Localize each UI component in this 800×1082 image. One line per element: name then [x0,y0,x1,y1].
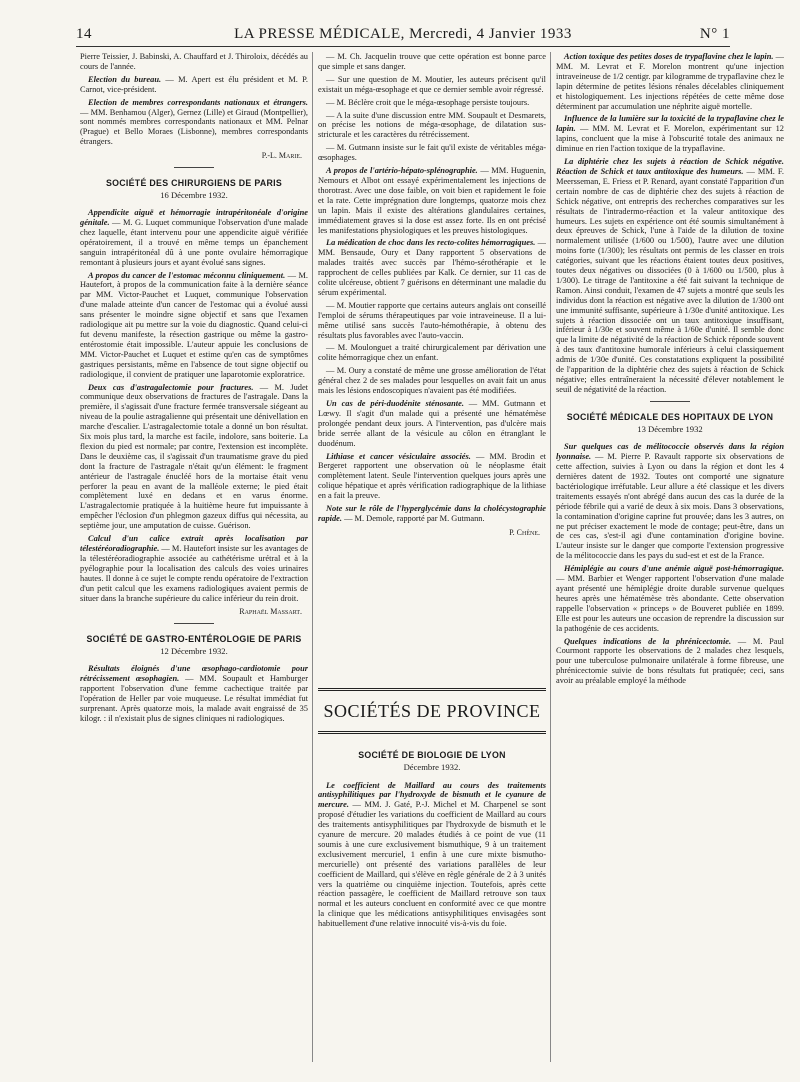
running-header [76,26,730,48]
paragraph: Résultats éloignés d'une œsophago-cardiotomie pour rétrécissement œsophagien. — MM. Soupault et Hamburger rapportent l'observation d'une femme cachectique traitée par l'opération de Heller par voie muqueuse. Le résultat immédiat fut surprenant. Après quatorze mois, la malade avait engraissé de 35 kilogr. : il n'existait plus de signes cliniques ni radiologiques. [80,664,308,723]
signature: P.-L. Marie. [261,151,302,161]
provinces-banner [318,688,546,734]
column-divider [312,52,313,1062]
issue-number: N° 1 [699,26,730,42]
paragraph: A propos du cancer de l'estomac méconnu cliniquement. — M. Hautefort, à propos de la communication faite à la dernière séance par MM. Victor-Pauchet et Luquet, communique l'observation d'une malade atteinte d'un cancer de l'estomac qui a évolué aussi sans présenter le moindre signe objectif et sans que l'examen radiologique ait pu mettre sur la voie du diagnostic. Quand celui-ci fut devenu manifeste, la résection gastrique ou même la gastro-entérostomie était impossible. L'auteur appuie les conclusions de MM. Victor-Pauchet et Luquet et estime qu'en cas de symptômes gastriques persistants, même en l'absence de tout signe objectif ou radiologique, il convient de pratiquer une laparotomie exploratrice. [80,270,308,379]
paragraph: — M. Gutmann insiste sur le fait qu'il existe de véritables méga-œsophages. [318,143,546,163]
section-date: 16 Décembre 1932. [160,189,228,200]
paragraph: Influence de la lumière sur la toxicité de la trypaflavine chez le lapin. — MM. M. Levrat et F. Morelon, expérimentant sur 12 lapins, concluent que la mise à l'obscurité totale des animaux ne diminue en rien l'action toxique de la trypaflavine. [556,114,784,154]
section-heading: SOCIÉTÉ DES CHIRURGIENS DE PARIS [105,177,283,188]
paragraph: La diphtérie chez les sujets à réaction de Schick négative. Réaction de Schick et taux antitoxique des humeurs. — MM. F. Meersseman, E. Friess et P. Renard, ayant constaté l'apparition d'un certain nombre de cas de diphtérie chez des sujets à réaction de Schick négative, ont entrepris des recherches comparatives sur les résultats de l'intradermo-réaction et la valeur antitoxique des humeurs. Les sujets en expérience ont été soumis simultanément à deux épreuves de Schick, l'une à l'aide de la dilution de toxine normalement utilisée (1/600 ou 1/500), l'autre avec une dilution moins forte (1/300); les résultats ont permis de les classer en trois catégories, suivant que les réactions étaient toutes deux positives, toutes deux négatives ou dissociées (0 à 1/600 ou 1/500, plus à 1/300). Le titrage de l'antitoxine a été fait suivant la technique de Ramon. Ainsi conduit, l'examen de 47 sujets a montré que seuls les individus dont la réaction est négative avec la dilution de 1/300 ont une immunité suffisante, supérieure à 1/30e d'unité antitoxique. Les sujets à réaction dissociée ont un taux antitoxique insuffisant, inférieur à 1/30e et souvent même à 1/60e d'unité. Il semble donc que la limite de négativité de la réaction de Schick réponde souvent à des taux d'antitoxine humorale inférieurs à celui classiquement admis de 1/30e d'unité. Ces constatations expliquent la possibilité de l'apparition de la diphtérie chez des sujets à réaction de Schick négative; elles entraîneraient la nécessité d'élever notablement le seuil de négativité de la réaction. [556,157,784,394]
section-heading: SOCIÉTÉ MÉDICALE DES HOPITAUX DE LYON [566,411,774,422]
paragraph: Pierre Teissier, J. Babinski, A. Chauffard et J. Thiroloix, décédés au cours de l'année. [80,52,308,71]
paragraph: La médication de choc dans les recto-colites hémorragiques. — MM. Bensaude, Oury et Dany rapportent 5 observations de malades traités avec succès par l'hémo-sérothérapie et le rapprochent de celles publiées par Kalk. Ce dernier, sur 11 cas de colite ulcéreuse, obtient 7 guérisons en déterminant une maladie du sérum expérimental. [318,238,546,297]
paragraph: Election de membres correspondants nationaux et étrangers. — MM. Benhamou (Alger), Gernez (Lille) et Giraud (Montpellier), sont nommés membres correspondants nationaux et MM. Pelnar (Prague) et Bello Moraes (Lisbonne), membres correspondants étrangers. [80,97,308,147]
section-date: 12 Décembre 1932. [160,646,228,657]
column-2 [318,52,546,692]
paragraph: — M. Moulonguet a traité chirurgicalement par dérivation une colite hémorragique chez un enfant. [318,343,546,363]
column-divider [550,52,551,1062]
paragraph: A propos de l'artério-hépato-splénographie. — MM. Huguenin, Nemours et Albot ont essayé expérimentalement les injections de thorotrast. Avec une dose faible, on voit bien et rapidement le foie et la rate. Cette imprégnation dure longtemps, quatorze mois chez un lapin. Mais il existe des altérations glandulaires certaines, immédiatement graves si la dose est assez forte. Ils en ont précisé les manifestations physiologiques et les preuves histologiques. [318,166,546,235]
section-heading: SOCIÉTÉ DE GASTRO-ENTÉROLOGIE DE PARIS [86,633,302,644]
paragraph: — Sur une question de M. Moutier, les auteurs précisent qu'il existait un méga-œsophage et que ce dernier semble avoir régressé. [318,74,546,94]
separator [174,623,214,624]
column-3 [556,52,784,1072]
journal-title: LA PRESSE MÉDICALE, Mercredi, 4 Janvier 1933 [234,26,572,42]
separator [174,167,214,168]
paragraph: — M. Ch. Jacquelin trouve que cette opération est bonne parce que simple et sans danger. [318,52,546,71]
paragraph: — M. Oury a constaté de même une grosse amélioration de l'état général chez 2 de ses malades pour lesquelles on avait fait un anus mais les lésions endoscopiques n'avaient pas été modifiées. [318,366,546,396]
header-rule [76,46,730,47]
signature: P. Chêne. [509,527,540,537]
paragraph: Calcul d'un calice extrait après localisation par télestéréoradiographie. — M. Hautefort insiste sur les avantages de la télestéréoradiographie associée au cathétérisme urétral et à la pyélographie pour la localisation des calculs des voies urinaires hautes. Il donne à ce sujet le compte rendu opératoire de l'extraction d'un petit calcul que les examens radiologiques avaient permis de situer dans la branche supérieure du calice inférieur du rein droit. [80,534,308,603]
paragraph: Election du bureau. — M. Apert est élu président et M. P. Carnot, vice-président. [80,74,308,94]
page-number: 14 [76,26,92,42]
section-heading: SOCIÉTÉ DE BIOLOGIE DE LYON [358,750,506,760]
paragraph: Deux cas d'astragalectomie pour fractures. — M. Judet communique deux observations de fractures de l'astragale. Dans la première, il s'agissait d'une fracture fermée transversale siégeant au niveau de la poulie astragalienne qui présentait une dénivellation en marche d'escalier. L'astragalectomie totale a donné un bon résultat. Six mois plus tard, la marche est facile, indolore, sans boiterie. La flexion du pied est normale; par contre, l'extension est incomplète. Dans le deuxième cas, il s'agissait d'un traumatisme grave du pied dont la fracture de l'astragale n'était qu'un élément: le fragment antérieur de l'astragale énucléé hors de la mortaise était venu perforer la peau en avant de la malléole externe; le pied était complètement luxé en dedans et en varus énorme. L'astragalectomie pratiquée à la huitième heure fut impuissante à empêcher l'éclosion d'un phlegmon gazeux diffus qui nécessita, au septième jour, une amputation de cuisse. Guérison. [80,382,308,531]
section-date: 13 Décembre 1932 [637,424,703,435]
paragraph: Action toxique des petites doses de trypaflavine chez le lapin. — MM. M. Levrat et F. Morelon montrent qu'une injection intraveineuse de 1/2 centigr. par kilogramme de trypaflavine chez le lapin détermine de petites lésions rénales décelables cliniquement et histologiquement. Les injections répétées de cette même dose déterminent par accumulation une néphrite aiguë mortelle. [556,52,784,111]
paragraph: — A la suite d'une discussion entre MM. Soupault et Desmarets, on précise les notions de méga-œsophage, de dilatation sus-stricturale et les caractères du rétrécissement. [318,110,546,140]
separator [650,401,690,402]
column-2-lower [318,740,546,1075]
paragraph: — M. Béclère croit que le méga-œsophage persiste toujours. [326,97,530,107]
paragraph: Hémiplégie au cours d'une anémie aiguë post-hémorragique. — MM. Barbier et Wenger rapportent l'observation d'une malade ayant présenté une hémiplégie droite durable survenue quelques heures après une hématémèse très abondante. Cette observation rappelle l'observation « princeps » de Bouveret publiée en 1899. Elle est pour les auteurs une occasion de reprendre la discussion sur la pathogénie de ces accidents. [556,564,784,633]
paragraph: Appendicite aiguë et hémorragie intrapéritonéale d'origine génitale. — M. G. Luquet communique l'observation d'une malade chez laquelle, étant intervenu pour une appendicite aiguë vérifiée opératoirement, il a trouvé en même temps un épanchement sanguin intrapéritonéal dû à une ponte ovulaire hémorragique remontant à plusieurs jours et ayant évolué sans signes. [80,208,308,267]
paragraph: Quelques indications de la phrénicectomie. — M. Paul Courmont rapporte les observations de 2 malades chez lesquels, pour une tuberculose pulmonaire unilatérale à forme fibreuse, une phrénicectomie suivie de bons résultats fut pratiquée; ceci, sans avoir au préalable employé la méthode [556,636,784,686]
paragraph: — M. Moutier rapporte que certains auteurs anglais ont conseillé l'emploi de sérums thérapeutiques par voie intraveineuse. Il a lui-même utilisé sans succès l'auto-hémothérapie, à obtenu des résultats plus favorables avec l'auto-vaccin. [318,300,546,340]
signature: Raphaël Massart. [239,607,302,617]
banner-title: SOCIÉTÉS DE PROVINCE [323,701,541,721]
paragraph: Note sur le rôle de l'hyperglycémie dans la cholécystographie rapide. — M. Demole, rapporté par M. Gutmann. [318,504,546,523]
paragraph: Lithiase et cancer vésiculaire associés. — MM. Brodin et Bergeret rapportent une observation où le néoplasme était complètement latent. Seule l'intervention quelques jours après une colique hépatique et après vérification radiographique de la lithiase en a fait la preuve. [318,451,546,501]
paragraph: Le coefficient de Maillard au cours des traitements antisyphilitiques par l'hydroxyde de bismuth et le cyanure de mercure. — MM. J. Gaté, P.-J. Michel et M. Charpenel se sont proposé d'étudier les variations du coefficient de Maillard au cours des traitements antisyphilitiques par l'hydroxyde de bismuth et le cyanure de mercure. 20 malades étudiés à ce point de vue (11 soumis à une cure exclusivement bismuthique, 9 à un traitement exclusivement mercuriel, 1 enfin à une cure mixte bismutho-mercurielle) ont présenté des variations parallèles de leur coefficient de Maillard, qui s'élève en règle générale de 2 à 3 unités vers la quatrième ou cinquième injection. Toutefois, après cette réaction passagère, le coefficient de Maillard retrouve son taux normal et les auteurs concluent en conformité avec ce que montre la clinique que les médications antisyphilitiques envisagées sont habituellement d'une relative innocuité vis-à-vis du foie. [318,780,546,929]
paragraph: Un cas de péri-duodénite sténosante. — MM. Gutmann et Lœwy. Il s'agit d'un malade qui a présenté une hématémèse prolongée pendant deux jours. A l'intervention, pas d'ulcère mais bride serrée allant de la vésicule au côlon en étranglant le duodénum. [318,399,546,448]
column-1 [80,52,308,1072]
section-date: Décembre 1932. [403,762,461,773]
paragraph: Sur quelques cas de mélitococcie observés dans la région lyonnaise. — M. Pierre P. Ravault rapporte six observations de cette affection, suivies à Lyon ou dans la région et dont les 4 dernières datent de 1932. Toutes ont comporté une signature bactériologique irréfutable. Leur allure a été classique et les divers traitements essayés n'ont abrégé dans aucun des cas la durée de la période fébrile qui a varié de deux à six mois. Dans 3 observations, la contamination d'origine caprine fut prouvée; dans les 3 autres, on ne put préciser exactement le mode de contage; peut-être, dans un de ces cas, s'est-il agi d'une contamination d'origine bovine. L'auteur insiste sur le danger que comporte l'extension progressive de la mélitococcie dans les pays du sud-est et est de la France. [556,442,784,561]
